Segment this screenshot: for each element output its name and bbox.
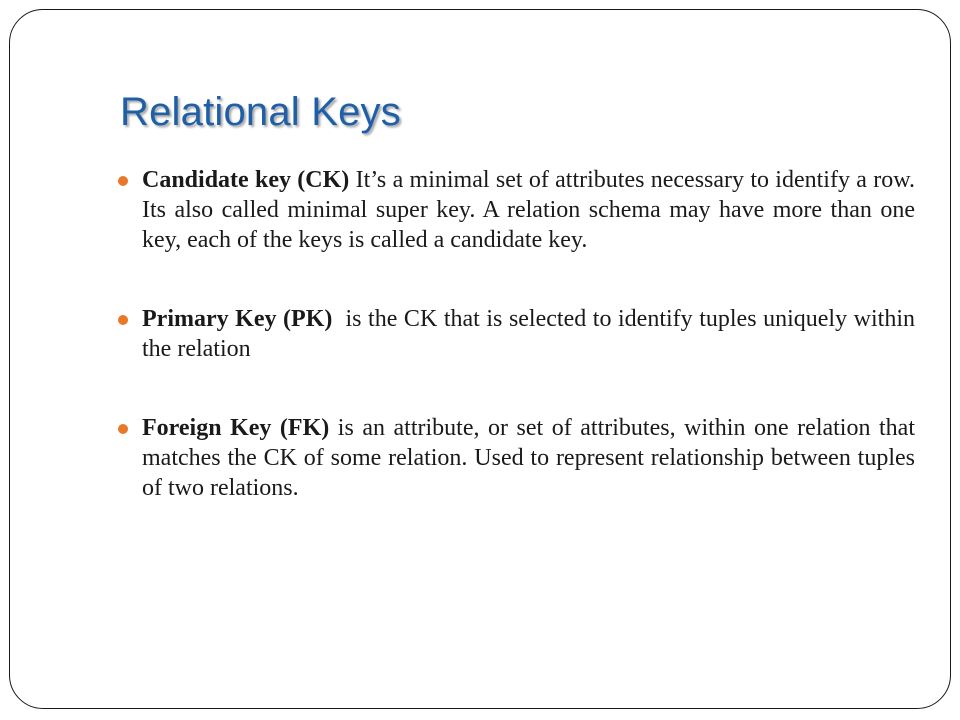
bullet-item-primary-key [142,304,921,364]
bullet-text: It’s a minimal set of attributes necessary to identify a row. Its also called minimal super key. A relation schema may have more than one key, each of the keys is called a candidate key. [142,167,915,253]
bullet-item-foreign-key [142,413,915,503]
bullet-list [142,165,921,552]
bullet-item-candidate-key [142,165,915,255]
bullet-text: is the CK that is selected to identify tuples uniquely within the relation [142,306,921,362]
bullet-term: Foreign Key (FK) [142,415,330,441]
bullet-text: is an attribute, or set of attributes, within one relation that matches the CK of some relation. Used to represent relationship between tuples of two relations. [142,415,915,501]
bullet-term: Candidate key (CK) [142,167,350,193]
bullet-dot-icon [118,315,128,325]
bullet-dot-icon [118,176,128,186]
bullet-term: Primary Key (PK) [142,306,333,332]
slide-frame [9,9,951,709]
slide-title: Relational Keys [120,90,401,134]
bullet-dot-icon [118,424,128,434]
